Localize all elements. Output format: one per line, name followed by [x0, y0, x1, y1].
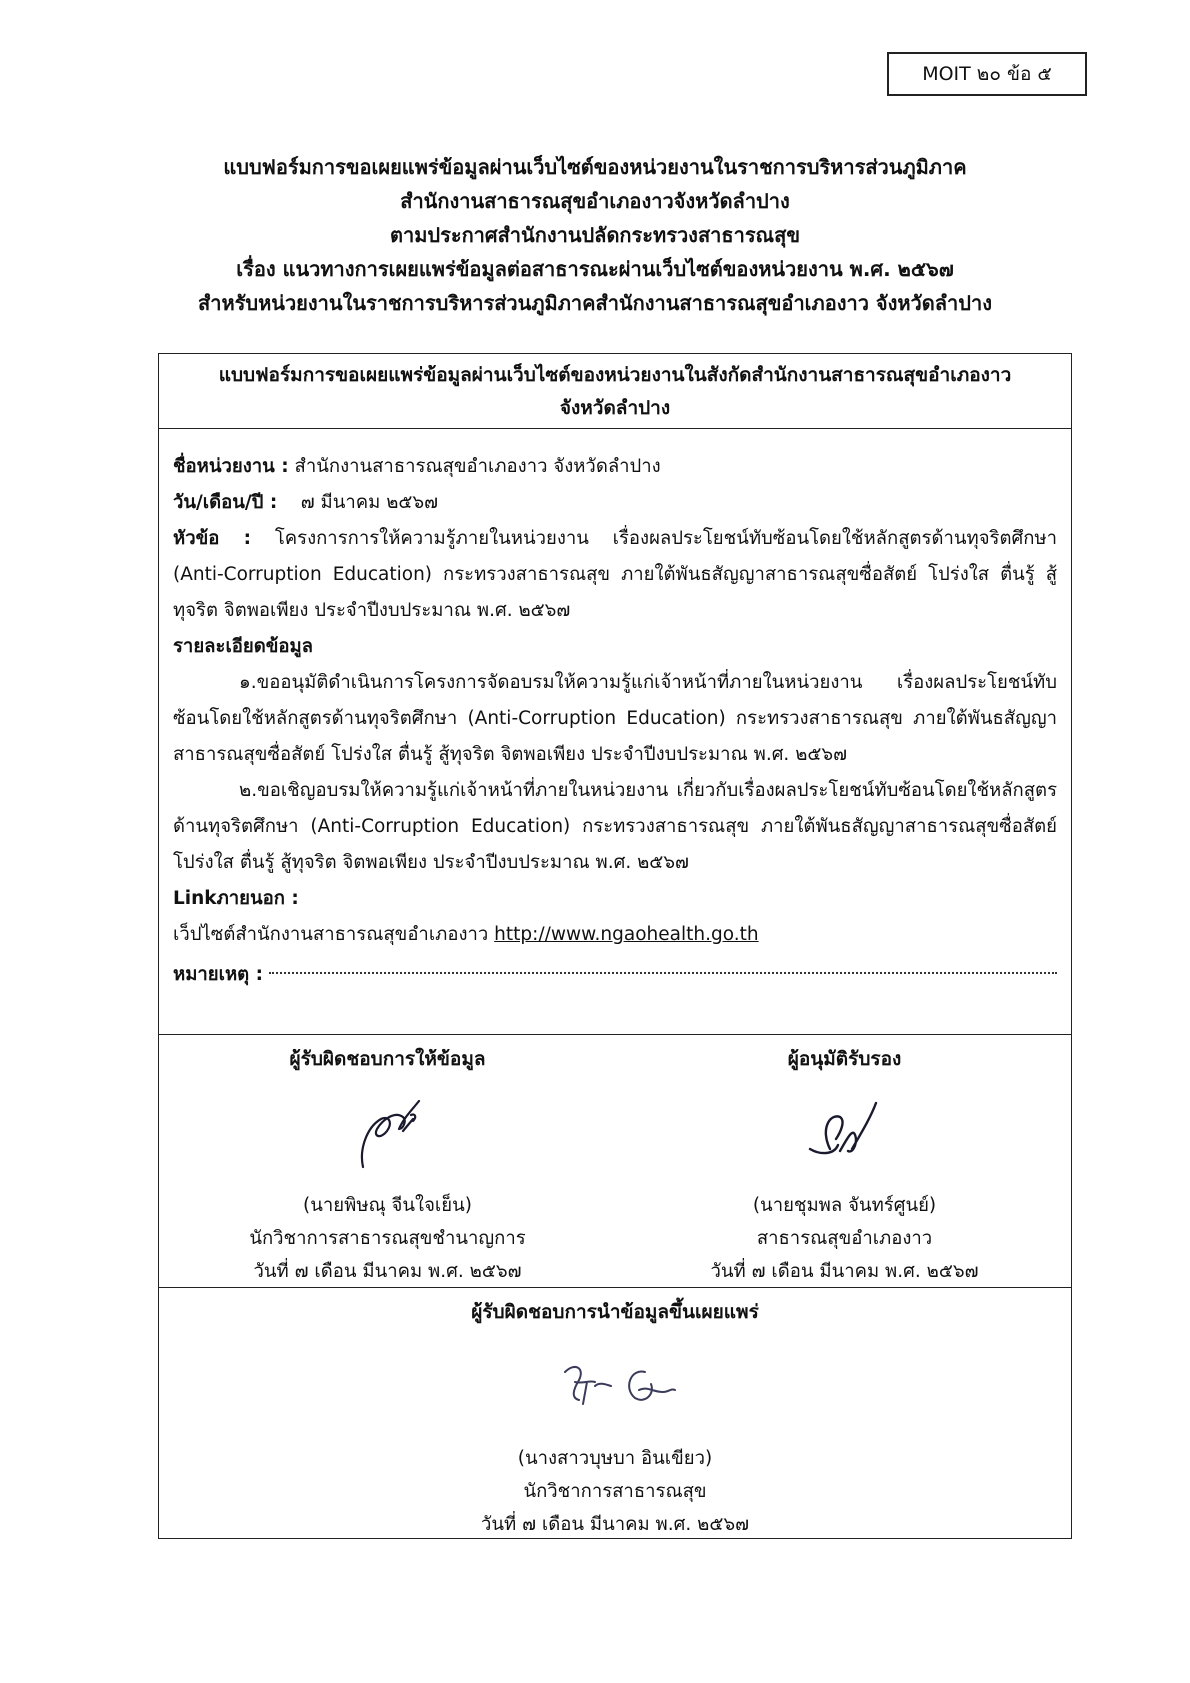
website-row [173, 917, 1057, 953]
topic-value: โครงการการให้ความรู้ภายในหน่วยงาน เรื่องผลประโยชน์ทับซ้อนโดยใช้หลักสูตรด้านทุจริตศึกษา (Anti-Corruption Education) กระทรวงสาธารณสุข ภายใต้พันธสัญญาสาธารณสุขซื่อสัตย์ โปร่งใส ตื่นรู้ สู้ทุจริต จิตพอเพียง ประจำปีงบประมาณ พ.ศ. ๒๕๖๗ [173, 528, 1058, 621]
signature-section [159, 1034, 1071, 1288]
agency-value: สำนักงานสาธารณสุขอำเภองาว จังหวัดลำปาง [294, 456, 661, 477]
remark-dotted-line [269, 972, 1057, 974]
publisher-signature-block [159, 1288, 1071, 1541]
website-label: เว็ปไซต์สำนักงานสาธารณสุขอำเภองาว [173, 924, 489, 945]
responsible-position: นักวิชาการสาธารณสุขชำนาญการ [249, 1228, 526, 1249]
responsible-role: ผู้รับผิดชอบการให้ข้อมูล [289, 1048, 486, 1070]
approver-role: ผู้อนุมัติรับรอง [787, 1048, 902, 1070]
signature-icon [535, 1342, 695, 1432]
publisher-role: ผู้รับผิดชอบการนำข้อมูลขึ้นเผยแพร่ [471, 1301, 759, 1323]
website-link[interactable]: http://www.ngaohealth.go.th [494, 924, 759, 945]
publisher-name: (นางสาวบุษบา อินเขียว) [517, 1448, 713, 1469]
header-line-3: ตามประกาศสำนักงานปลัดกระทรวงสาธารณสุข [389, 223, 800, 247]
form-title-line-1: แบบฟอร์มการขอเผยแพร่ข้อมูลผ่านเว็บไซต์ของหน่วยงานในสังกัดสำนักงานสาธารณสุขอำเภองาว [218, 364, 1012, 386]
approver-signature-image [616, 1079, 1073, 1189]
topic-label: หัวข้อ : [173, 528, 252, 549]
date-row [173, 485, 1057, 521]
form-title [159, 354, 1071, 429]
date-value: ๗ มีนาคม ๒๕๖๗ [300, 492, 439, 513]
topic-row [173, 521, 1057, 629]
detail-item-1: ๑.ขออนุมัติดำเนินการโครงการจัดอบรมให้ความรู้แก่เจ้าหน้าที่ภายในหน่วยงาน เรื่องผลประโยชน์ทับซ้อนโดยใช้หลักสูตรด้านทุจริตศึกษา (Anti-Corruption Education) กระทรวงสาธารณสุข ภายใต้พันธสัญญาสาธารณสุขซื่อสัตย์ โปร่งใส ตื่นรู้ สู้ทุจริต จิตพอเพียง ประจำปีงบประมาณ พ.ศ. ๒๕๖๗ [173, 672, 1057, 765]
approver-position: สาธารณสุขอำเภองาว [756, 1228, 933, 1249]
remark-row [173, 957, 1057, 993]
date-label: วัน/เดือน/ปี : [173, 492, 278, 513]
form-details [173, 449, 1057, 993]
header-line-1: แบบฟอร์มการขอเผยแพร่ข้อมูลผ่านเว็บไซต์ของหน่วยงานในราชการบริหารส่วนภูมิภาค [223, 155, 967, 179]
agency-row [173, 449, 1057, 485]
form-code-box [887, 52, 1087, 96]
detail-item-2: ๒.ขอเชิญอบรมให้ความรู้แก่เจ้าหน้าที่ภายในหน่วยงาน เกี่ยวกับเรื่องผลประโยชน์ทับซ้อนโดยใช้หลักสูตรด้านทุจริตศึกษา (Anti-Corruption Education) กระทรวงสาธารณสุข ภายใต้พันธสัญญาสาธารณสุขซื่อสัตย์ โปร่งใส ตื่นรู้ สู้ทุจริต จิตพอเพียง ประจำปีงบประมาณ พ.ศ. ๒๕๖๗ [173, 780, 1057, 873]
signature-icon [790, 1089, 900, 1179]
signature-icon [333, 1089, 443, 1179]
responsible-signature-block [159, 1035, 616, 1288]
document-header [130, 150, 1060, 320]
details-label: รายละเอียดข้อมูล [173, 636, 314, 657]
responsible-date: วันที่ ๗ เดือน มีนาคม พ.ศ. ๒๕๖๗ [253, 1261, 522, 1282]
form-title-line-2: จังหวัดลำปาง [559, 397, 671, 419]
form-code-label: MOIT ๒๐ ข้อ ๕ [922, 63, 1052, 85]
publication-form [158, 353, 1072, 1539]
publisher-date: วันที่ ๗ เดือน มีนาคม พ.ศ. ๒๕๖๗ [481, 1514, 749, 1535]
approver-signature-block [616, 1035, 1073, 1288]
approver-name: (นายชุมพล จันทร์ศูนย์) [752, 1195, 937, 1216]
approver-date: วันที่ ๗ เดือน มีนาคม พ.ศ. ๒๕๖๗ [710, 1261, 979, 1282]
header-line-2: สำนักงานสาธารณสุขอำเภองาวจังหวัดลำปาง [400, 189, 790, 213]
publisher-signature-image [159, 1332, 1071, 1442]
external-link-label: Linkภายนอก : [173, 888, 299, 909]
remark-label: หมายเหตุ : [173, 964, 263, 985]
agency-label: ชื่อหน่วยงาน : [173, 456, 289, 477]
responsible-signature-image [159, 1079, 616, 1189]
responsible-name: (นายพิษณุ จีนใจเย็น) [303, 1195, 472, 1216]
publisher-position: นักวิชาการสาธารณสุข [523, 1481, 707, 1502]
header-line-5: สำหรับหน่วยงานในราชการบริหารส่วนภูมิภาคสำนักงานสาธารณสุขอำเภองาว จังหวัดลำปาง [198, 291, 992, 315]
header-line-4: เรื่อง แนวทางการเผยแพร่ข้อมูลต่อสาธารณะผ่านเว็บไซต์ของหน่วยงาน พ.ศ. ๒๕๖๗ [236, 257, 954, 281]
